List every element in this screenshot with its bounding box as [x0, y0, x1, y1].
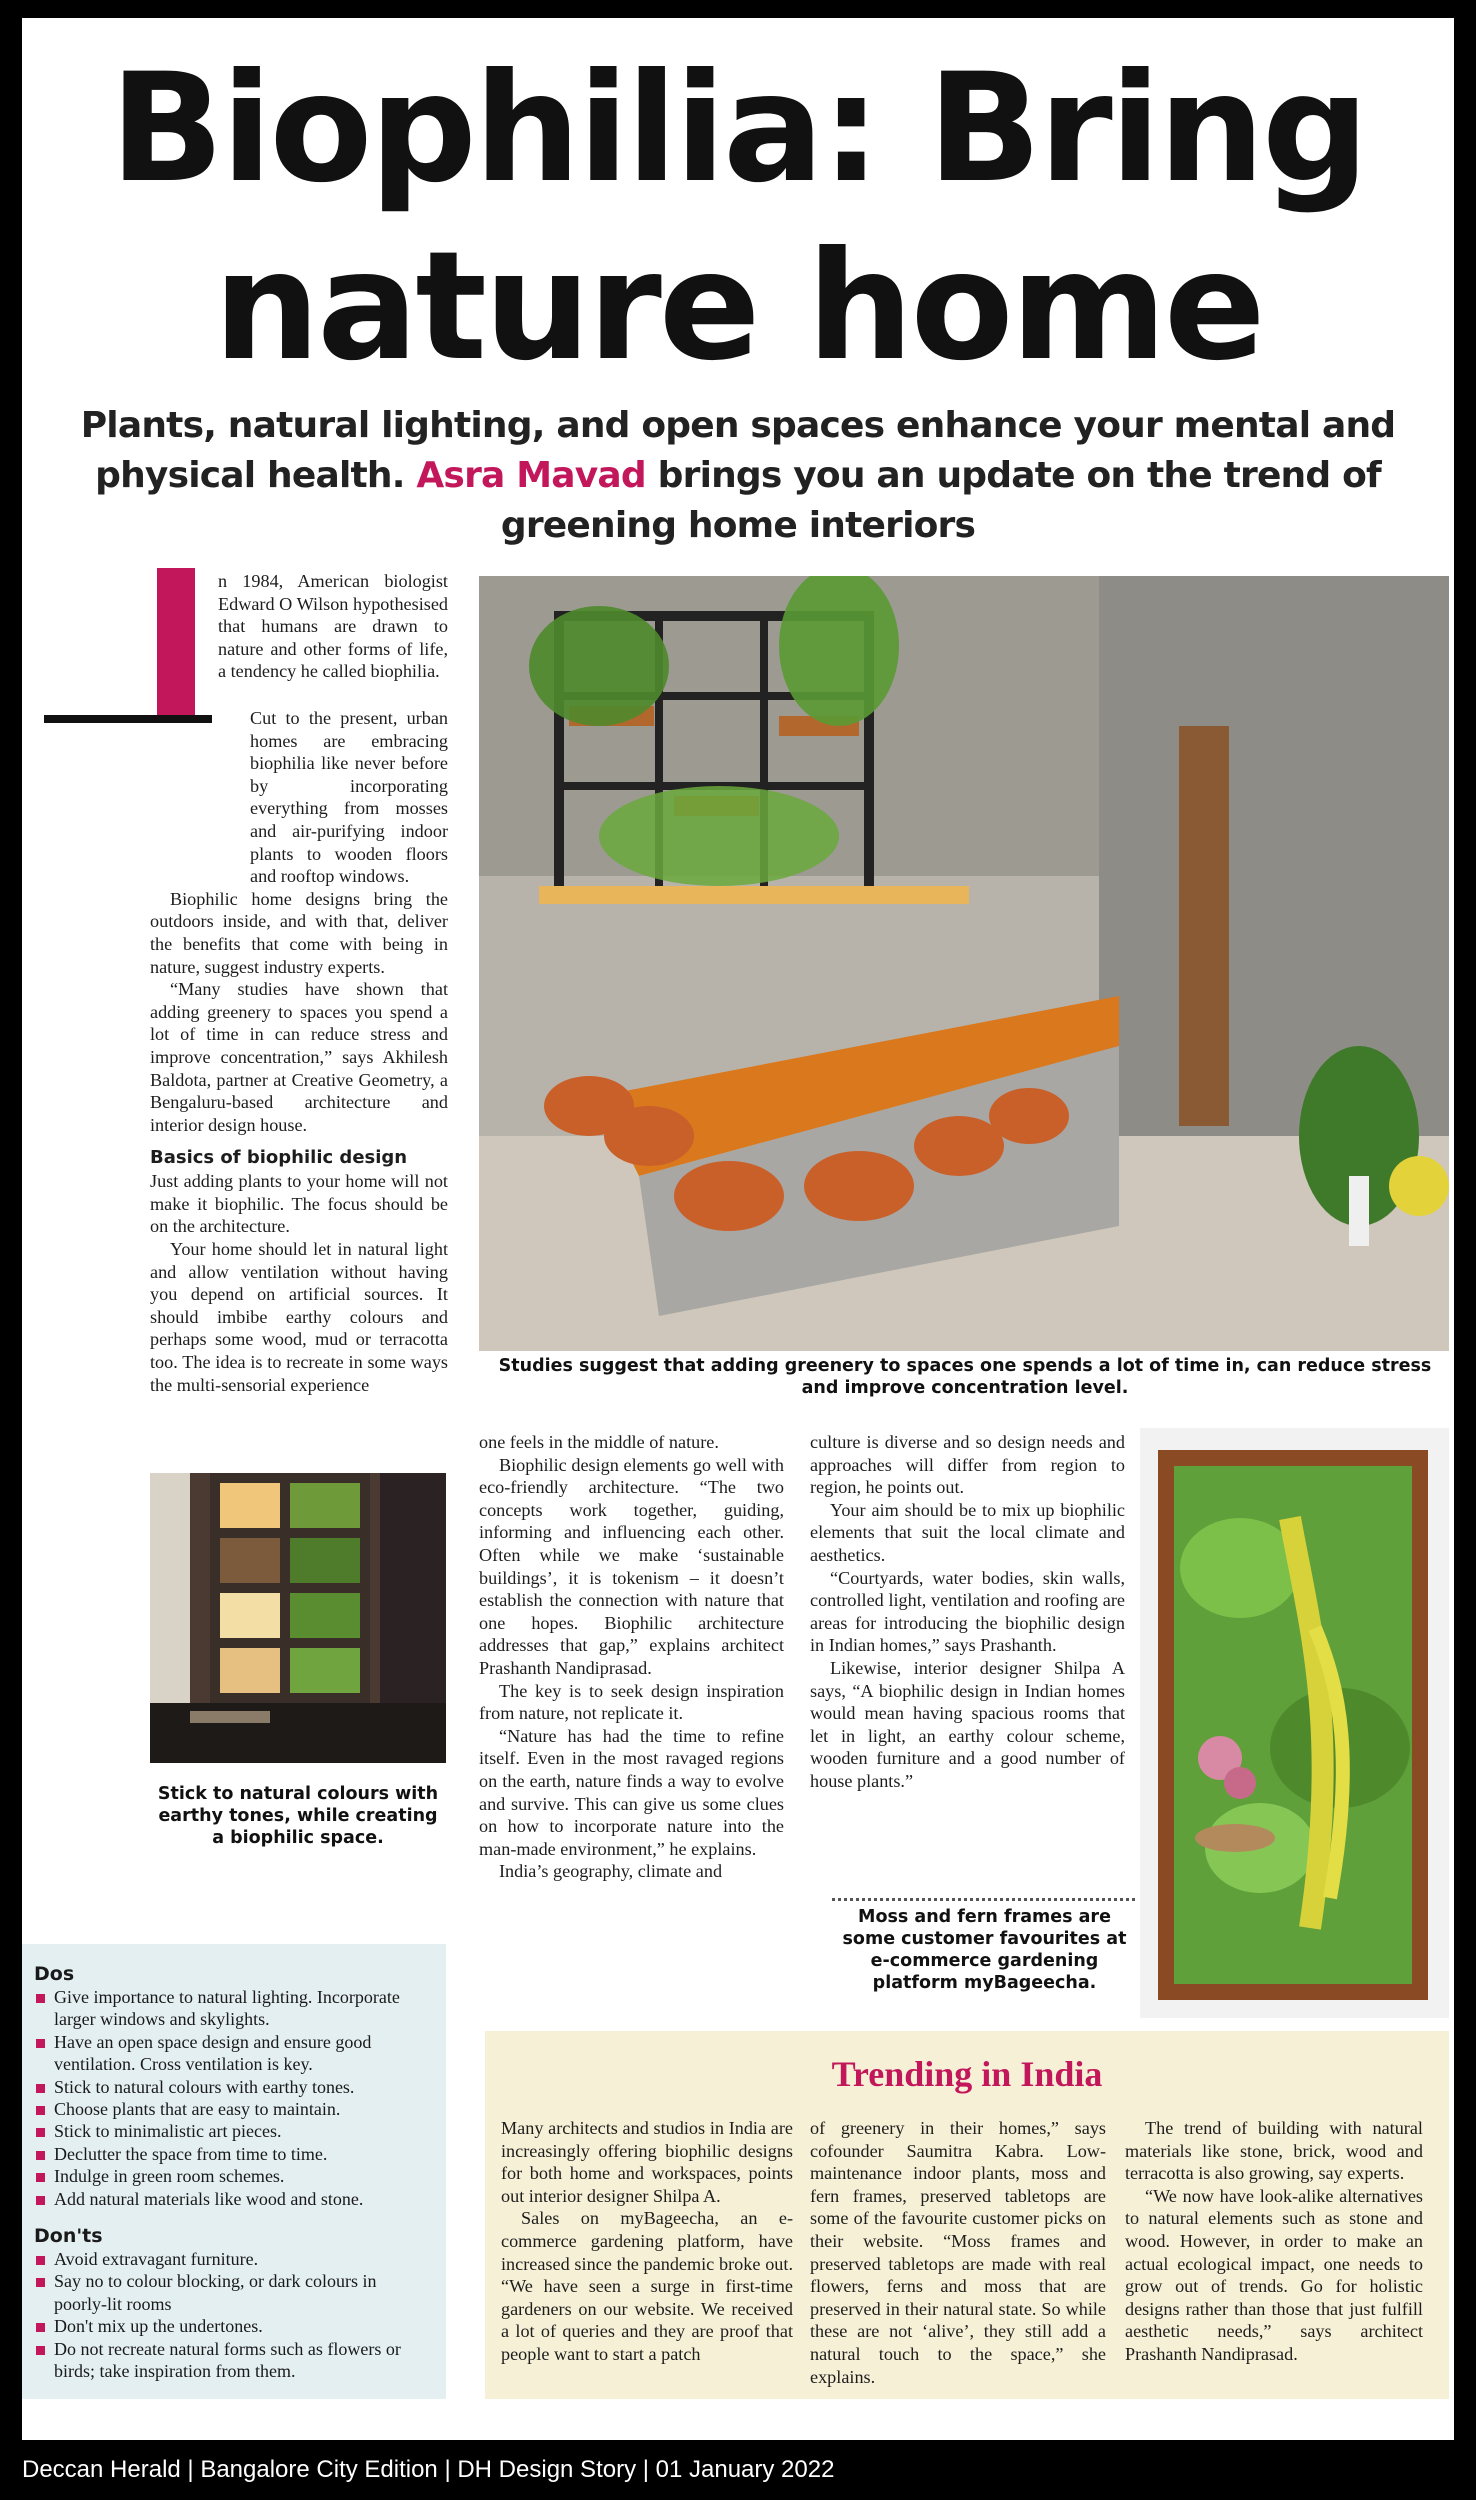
article-paragraph: “Courtyards, water bodies, skin walls, controlled light, ventilation and roofing are areas for introducing the biophilic design in Indian homes,” says Prashanth.	[810, 1567, 1125, 1656]
article-paragraph: Your home should let in natural light and allow ventilation without having you depend on artificial sources. It should imbibe earthy colours and perhaps some wood, mud or terracotta too. The idea is to recreate in some ways the multi-sensorial experience	[150, 1239, 448, 1395]
donts-item: Do not recreate natural forms such as flowers or birds; take inspiration from them.	[34, 2338, 430, 2383]
dos-item: Give importance to natural lighting. Incorporate larger windows and skylights.	[34, 1986, 430, 2031]
trending-paragraph: of greenery in their homes,” says cofounder Saumitra Kabra. Low-maintenance indoor plants, moss and fern frames, preserved tabletops are some of the favourite customer picks on their website. “Moss frames and preserved tabletops are made with real flowers, ferns and moss that are preserved in their natural state. So while these are not ‘alive’, they still add a natural touch to the space,” she explains.	[810, 2118, 1106, 2387]
article-paragraph: “Many studies have shown that adding greenery to spaces you spend a lot of time in can reduce stress and improve concentration,” says Akhilesh Baldota, partner at Creative Geometry, a Bengaluru-based architecture and interior design house.	[150, 979, 448, 1135]
article-paragraph: Likewise, interior designer Shilpa A says, “A biophilic design in Indian homes would mean having spacious rooms that let in light, an earthy colour scheme, wooden furniture and a good number of house plants.”	[810, 1657, 1125, 1791]
trending-paragraph: “We now have look-alike alternatives to natural elements such as stone and wood. However, in order to make an actual ecological impact, one needs to grow out of trends. Go for holistic designs rather than those that just fulfill aesthetic needs,” says architect Prashanth Nandiprasad.	[1125, 2185, 1423, 2364]
dos-list	[34, 1986, 430, 2210]
donts-item: Avoid extravagant furniture.	[34, 2248, 430, 2270]
dos-and-donts-box	[22, 1944, 446, 2399]
trending-title: Trending in India	[831, 2054, 1103, 2094]
drop-cap-bar	[157, 568, 195, 718]
article-paragraph: Biophilic design elements go well with eco-friendly architecture. “The two concepts work together, guiding, informing and influencing each other. Often while we make ‘sustainable buildings’, it is tokenism – it doesn’t establish the connection with nature that one hopes. Biophilic architecture addresses that gap,” explains architect Prashanth Nandiprasad.	[479, 1454, 784, 1678]
standfirst	[42, 401, 1434, 551]
dos-item: Declutter the space from time to time.	[34, 2143, 430, 2165]
trending-paragraph: The trend of building with natural materials like stone, brick, wood and terracotta is also growing, say experts.	[1125, 2118, 1423, 2184]
article-paragraph: culture is diverse and so design needs and approaches will differ from region to region, he points out.	[810, 1432, 1125, 1498]
article-paragraph: Just adding plants to your home will not make it biophilic. The focus should be on the architecture.	[150, 1171, 448, 1237]
trending-column-2	[810, 2117, 1106, 2388]
trending-paragraph: Sales on myBageecha, an e-commerce gardening platform, have increased since the pandemic broke out. “We have seen a surge in first-time gardeners on our website. We received a lot of queries and they are proof that people want to start a patch	[501, 2208, 793, 2364]
article-column-3	[810, 1431, 1125, 1793]
dos-item: Choose plants that are easy to maintain.	[34, 2098, 430, 2120]
headline-line-2: nature home	[213, 220, 1263, 394]
article-column-2	[479, 1431, 784, 1883]
dos-item: Have an open space design and ensure good ventilation. Cross ventilation is key.	[34, 2031, 430, 2076]
headline	[22, 40, 1454, 396]
article-paragraph: one feels in the middle of nature.	[479, 1432, 719, 1452]
standfirst-lead: Plants, natural lighting, and open spaces enhance your mental and physical health.	[80, 405, 1396, 496]
trending-in-india-box	[485, 2031, 1449, 2399]
dotted-divider	[832, 1898, 1135, 1901]
standfirst-tail: brings you an update on the trend of greening home interiors	[500, 455, 1381, 546]
headline-line-1: Biophilia: Bring	[109, 42, 1367, 216]
trending-paragraph: Many architects and studios in India are increasingly offering biophilic designs for both home and workspaces, points out interior designer Shilpa A.	[501, 2118, 793, 2206]
trending-column-1	[501, 2117, 793, 2366]
article-paragraph: Your aim should be to mix up biophilic elements that suit the local climate and aesthetics.	[810, 1499, 1125, 1565]
moss-frame-caption: Moss and fern frames are some customer favourites at e-commerce gardening platform myBageecha.	[842, 1907, 1127, 1993]
subhead: Basics of biophilic design	[150, 1147, 408, 1169]
author-name: Asra Mavad	[416, 455, 646, 496]
dos-item: Add natural materials like wood and stone.	[34, 2188, 430, 2210]
article-paragraph: Cut to the present, urban homes are embracing biophilia like never before by incorporating everything from mosses and air-purifying indoor plants to wooden floors and rooftop windows.	[250, 708, 448, 887]
article-paragraph: “Nature has had the time to refine itself. Even in the most ravaged regions on the earth, nature finds a way to evolve and survive. This can give us some clues on how to incorporate nature into the man-made environment,” he explains.	[479, 1725, 784, 1859]
article-paragraph: India’s geography, climate and	[499, 1861, 723, 1882]
donts-title: Don'ts	[34, 2225, 103, 2248]
kitchen-photo	[479, 576, 1449, 1351]
footer-credit: Deccan Herald | Bangalore City Edition | DH Design Story | 01 January 2022	[22, 2456, 835, 2483]
shelf-photo	[150, 1473, 446, 1763]
footer-bar	[0, 2440, 1476, 2500]
donts-item: Don't mix up the undertones.	[34, 2315, 430, 2337]
dos-item: Indulge in green room schemes.	[34, 2165, 430, 2187]
article-paragraph: Biophilic home designs bring the outdoors inside, and with that, deliver the benefits that come with being in nature, suggest industry experts.	[150, 888, 448, 977]
newspaper-page	[22, 18, 1454, 2440]
main-photo-caption: Studies suggest that adding greenery to spaces one spends a lot of time in, can reduce stress and improve concentration level.	[498, 1356, 1432, 1398]
dos-item: Stick to minimalistic art pieces.	[34, 2120, 430, 2142]
dos-item: Stick to natural colours with earthy tones.	[34, 2076, 430, 2098]
donts-list	[34, 2248, 430, 2382]
dos-title: Dos	[34, 1963, 75, 1985]
donts-item: Say no to colour blocking, or dark colours in poorly-lit rooms	[34, 2270, 430, 2315]
article-intro	[218, 570, 448, 683]
moss-frame-photo	[1140, 1428, 1449, 2018]
shelf-photo-caption: Stick to natural colours with earthy tones, while creating a biophilic space.	[157, 1784, 439, 1848]
trending-column-3	[1125, 2117, 1423, 2366]
article-paragraph: The key is to seek design inspiration from nature, not replicate it.	[479, 1680, 784, 1724]
article-paragraph: n 1984, American biologist Edward O Wilson hypothesised that humans are drawn to nature and other forms of life, a tendency he called biophilia.	[218, 571, 448, 682]
article-column-1	[150, 707, 448, 1396]
